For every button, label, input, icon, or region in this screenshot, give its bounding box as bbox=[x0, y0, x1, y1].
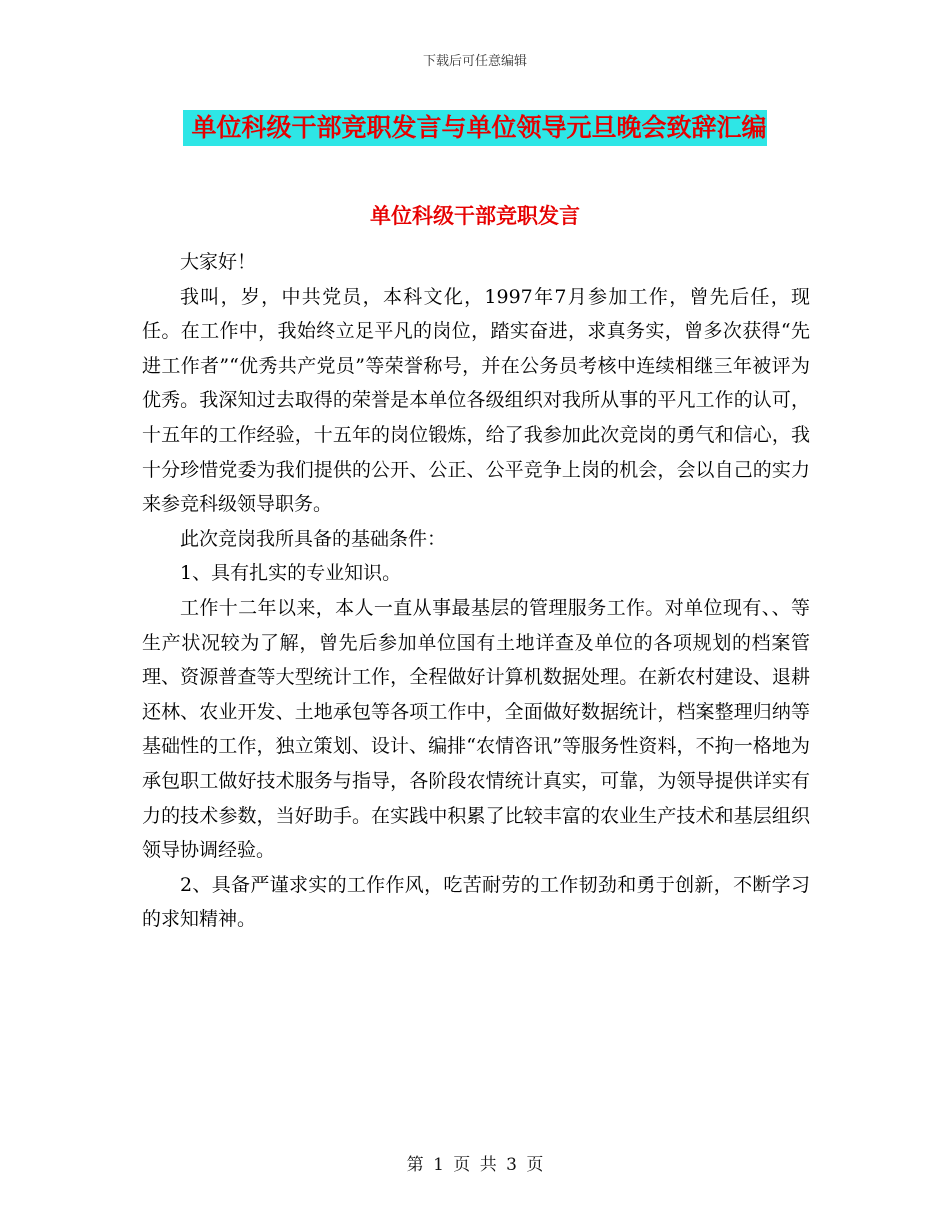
paragraph-condition-1: 1、具有扎实的专业知识。 bbox=[180, 562, 402, 585]
document-body bbox=[142, 245, 810, 937]
paragraph-condition-2: 2、具备严谨求实的工作作风，吃苦耐劳的工作韧劲和勇于创新，不断学习的求知精神。 bbox=[142, 873, 810, 931]
paragraph-introduction: 我叫，岁，中共党员，本科文化，1997年7月参加工作，曾先后任，现任。在工作中，我始终立足平凡的岗位，踏实奋进，求真务实，曾多次获得“先进工作者”“优秀共产党员”等荣誉称号，并在公务员考核中连续相继三年被评为优秀。我深知过去取得的荣誉是本单位各级组织对我所从事的平凡工作的认可，十五年的工作经验，十五年的岗位锻炼，给了我参加此次竞岗的勇气和信心，我十分珍惜党委为我们提供的公开、公正、公平竞争上岗的机会，会以自己的实力来参竞科级领导职务。 bbox=[142, 285, 810, 516]
document-title-container bbox=[0, 110, 950, 146]
paragraph-work-experience: 工作十二年以来，本人一直从事最基层的管理服务工作。对单位现有、、等生产状况较为了解，曾先后参加单位国有土地详查及单位的各项规划的档案管理、资源普查等大型统计工作，全程做好计算机数据处理。在新农村建设、退耕还林、农业开发、土地承包等各项工作中，全面做好数据统计，档案整理归纳等基础性的工作，独立策划、设计、编排“农情咨讯”等服务性资料，不拘一格地为承包职工做好技术服务与指导，各阶段农情统计真实，可靠，为领导提供详实有力的技术参数，当好助手。在实践中积累了比较丰富的农业生产技术和基层组织领导协调经验。 bbox=[142, 596, 810, 862]
section-title: 单位科级干部竞职发言 bbox=[370, 204, 580, 228]
document-title: 单位科级干部竞职发言与单位领导元旦晚会致辞汇编 bbox=[183, 110, 766, 146]
paragraph-greeting: 大家好！ bbox=[180, 251, 257, 273]
paragraph-conditions-heading: 此次竞岗我所具备的基础条件： bbox=[180, 527, 447, 550]
page-header-note: 下载后可任意编辑 bbox=[422, 54, 527, 69]
page-number: 第 1 页 共 3 页 bbox=[406, 1155, 544, 1175]
